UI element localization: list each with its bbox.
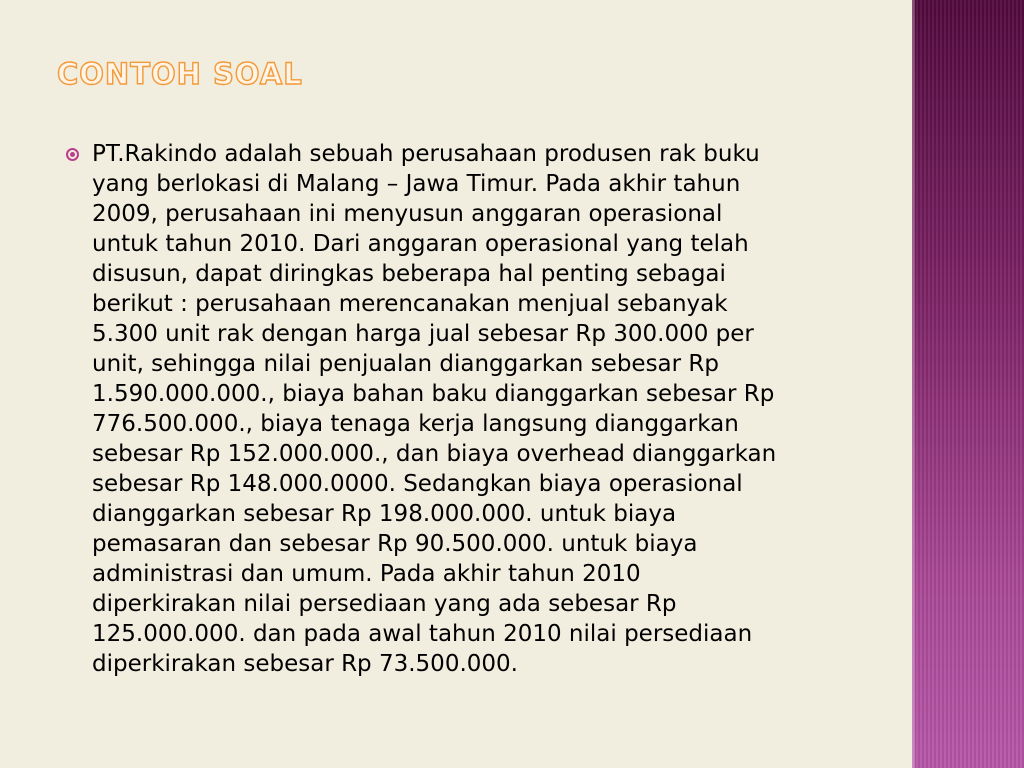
paragraph-line: sebesar Rp 152.000.000., dan biaya overhead dianggarkan [92, 441, 777, 467]
slide-title: CONTOH SOAL [57, 57, 303, 91]
decorative-side-band [912, 0, 1024, 768]
paragraph-line: PT.Rakindo adalah sebuah perusahaan produsen rak buku [92, 141, 760, 167]
paragraph-line: 1.590.000.000., biaya bahan baku dianggarkan sebesar Rp [92, 381, 775, 407]
side-band-edge [912, 0, 915, 768]
paragraph-line: dianggarkan sebesar Rp 198.000.000. untuk biaya [92, 501, 677, 527]
paragraph-line: berikut : perusahaan merencanakan menjual sebanyak [92, 291, 728, 317]
paragraph-line: disusun, dapat diringkas beberapa hal penting sebagai [92, 261, 726, 287]
circle-target-bullet-icon [66, 148, 79, 161]
paragraph-line: unit, sehingga nilai penjualan dianggarkan sebesar Rp [92, 351, 719, 377]
paragraph-line: 125.000.000. dan pada awal tahun 2010 nilai persediaan [92, 621, 753, 647]
paragraph-line: administrasi dan umum. Pada akhir tahun 2010 [92, 561, 641, 587]
paragraph-line: 5.300 unit rak dengan harga jual sebesar Rp 300.000 per [92, 321, 754, 347]
bullet-paragraph [92, 139, 944, 679]
bullet-list [64, 139, 944, 679]
paragraph-line: untuk tahun 2010. Dari anggaran operasional yang telah [92, 231, 749, 257]
paragraph-line: sebesar Rp 148.000.0000. Sedangkan biaya operasional [92, 471, 743, 497]
side-band-texture [912, 0, 1024, 768]
paragraph-line: yang berlokasi di Malang – Jawa Timur. Pada akhir tahun [92, 171, 741, 197]
paragraph-line: diperkirakan sebesar Rp 73.500.000. [92, 651, 518, 677]
paragraph-line: pemasaran dan sebesar Rp 90.500.000. untuk biaya [92, 531, 698, 557]
paragraph-line: 2009, perusahaan ini menyusun anggaran operasional [92, 201, 723, 227]
paragraph-line: diperkirakan nilai persediaan yang ada sebesar Rp [92, 591, 677, 617]
bullet-item [64, 139, 944, 679]
paragraph-line: 776.500.000., biaya tenaga kerja langsung dianggarkan [92, 411, 739, 437]
